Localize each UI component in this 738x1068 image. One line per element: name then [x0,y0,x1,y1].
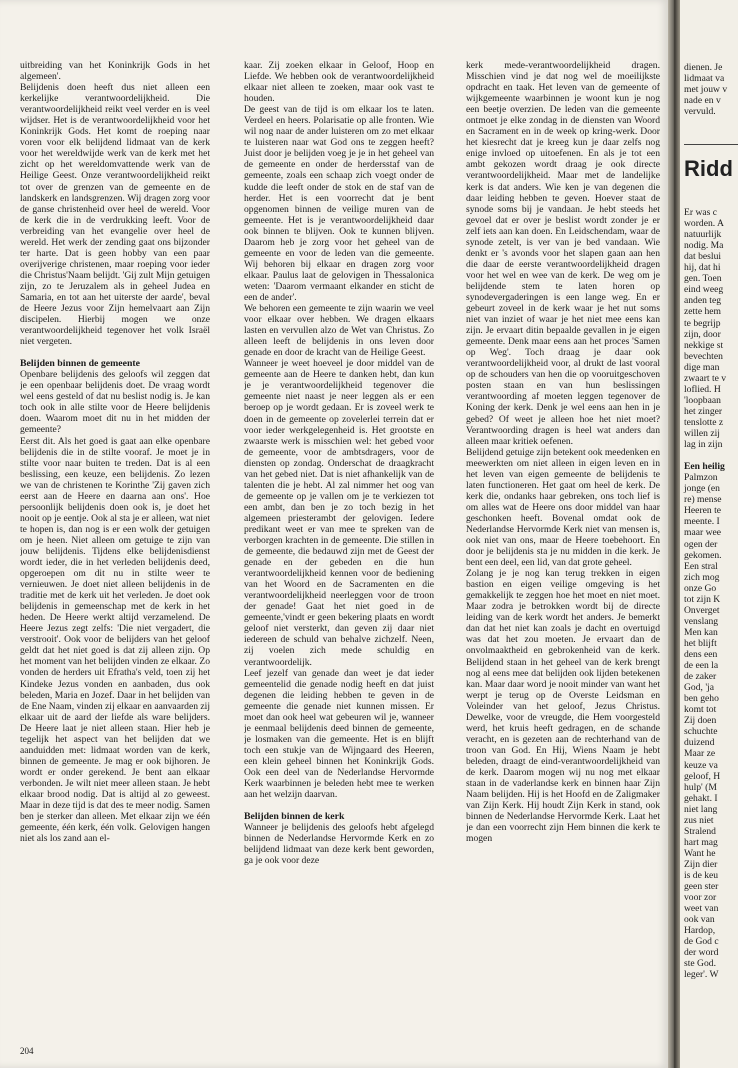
paragraph: kerk mede-verantwoordelijkheid dragen. Misschien vind je dat nog wel de moeilijkste opdracht en taak. Het leven van de gemeente of wijkgemeente waarbinnen je woont kun je nog een beetje overzien. De leden van die gemeente ontmoet je elke zondag in de diensten van Woord en Sacrament en in de week op kring-werk. Door het kiesrecht dat je kreeg kun je daar zelfs nog enige invloed op uitoefenen. En als je tot een ambt gekozen wordt draag je ook directe verantwoordelijkheid. Maar met de landelijke kerk is dat anders. Wie ken je van degenen die daar leiding hebben te geven. Hoever staat de synode soms bij je vandaan. Je hebt steeds het gevoel dat er over je beslist wordt zonder je er zelf iets aan kan doen. En Leidschendam, waar de synode zetelt, is ver van je bed vandaan. Wie denkt er 's avonds voor het slapen gaan aan hen die daar de eerste verantwoordelijkheid dragen voor het wel en wee van de kerk. De weg om je belijdende stem te laten horen op synodevergaderingen is een lange weg. En er gebeurt zoveel in de kerk waar je het nut soms niet van inziet of waar je het niet mee eens kan zijn. Je ervaart ditin bepaalde gevallen in je eigen gemeente. Denk maar eens aan het proces 'Samen op Weg'. Toch draag je daar ook verantwoordelijkheid voor, al drukt de last vooral op de schouders van hen die op vooruitgeschoven posten staan en van hun beslissingen verantwoording af moeten leggen tegenover de Koning der kerk. Denk je wel eens aan hen in je gebed? Of weet je alleen hoe het niet moet? Verantwoording dragen is heel wat anders dan alleen maar kritiek oefenen. [466,60,660,447]
next-page-line: venslang [684,615,719,627]
next-page-line: Maar ze [684,748,716,760]
next-page-line: de een la [684,660,719,672]
next-page-line: nodig. Ma [684,240,724,252]
next-page-line: zich mog [684,571,720,583]
next-page-line: Stralend [684,825,716,837]
book-gutter [668,0,680,1068]
paragraph: Belijdend getuige zijn betekent ook meedenken en meewerkten om niet alleen in eigen leven en in het leven van eigen gemeente de belijdenis te laten functioneren. Het gaat om heel de kerk. De kerk die, ondanks haar gebreken, ons toch lief is om alles wat de Heere ons door middel van haar geschonken heeft. Bovenal omdat ook de Nederlandse Hervormde Kerk niet van mensen is, ook niet van ons, maar de Heere toebehoort. En door je belijdenis sta je nu midden in die kerk. Je bent een deel, een lid, van dat grote geheel. [466,446,660,569]
next-page-line: geloof, H [684,770,721,782]
next-page-line: Zijn dier [684,858,718,870]
paragraph: kaar. Zij zoeken elkaar in Geloof, Hoop en Liefde. We hebben ook de verantwoordelijkheid elkaar niet alleen te zoeken, maar ook vast te houden. [244,60,434,105]
next-page-line: der word [684,947,719,959]
next-page-line: komt tot [684,704,717,716]
text-column-3 [466,60,660,1020]
next-page-line: nade en v [684,95,721,107]
next-page-line: worden. A [684,218,724,230]
next-page-line: de God c [684,936,719,948]
paragraph: Belijdenis doen heeft dus niet alleen een kerkelijke verantwoordelijkheid. Die verantwoordelijkheid reikt veel verder en is veel wijdser. Het is de verantwoordelijkheid voor het Koninkrijk Gods. Het komt de roeping naar voren voor elk belijdend lidmaat van de kerk voor het wereldwijde werk van de kerk met het zicht op het wereldomvattende werk van de Heilige Geest. Onze verantwoordelijkheid reikt tot over de grenzen van de gemeente en de landskerk en landsgrenzen. Wij dragen zorg voor de ganse christenheid over heel de wereld. Voor de kerk die in de verdrukking leeft. Voor de verbreiding van het evangelie over heel de wereld. Het werk der zending gaat ons bijzonder ter harte. Dat is geen hobby van een paar overijverige christenen, maar roeping voor ieder die Christus'Naam belijdt. 'Gij zult Mijn getuigen zijn, zo te Jeruzalem als in geheel Judea en Samaria, en tot aan het uiterste der aarde', beval de Heere Jezus voor Zijn hemelvaart aan Zijn discipelen. Hierbij mogen we onze verantwoordelijkheid tegenover het volk Israël niet vergeten. [20,82,210,348]
next-page-line: nekkige st [684,339,724,351]
next-page-line: is de keu [684,870,719,881]
paragraph: De geest van de tijd is om elkaar los te laten. Verdeel en heers. Polarisatie op alle fronten. Wie wil nog naar de ander luisteren om zo met elkaar te luisteren naar wat God ons te zeggen heeft? Juist door je belijden voeg je je in het geheel van de gemeente en onder de herdersstaf van de gemeente, zoals een schaap zich voegt onder de kudde die leeft onder de stok en de staf van de herder. Het is een voorrecht dat je bent opgenomen binnen de veilige muren van de gemeente. Het is je verantwoordelijkheid daar ook binnen te blijven. Ook te kunnen blijven. Daarom heb je zorg voor het geheel van de gemeente en voor de leden van die gemeente. Wij behoren bij elkaar en dragen zorg voor elkaar. Paulus laat de gelovigen in Thessalonica weten: 'Daarom vermaant elkander en sticht de een de ander'. [244,104,434,303]
next-page-line: dens een [684,649,718,660]
next-page-line: geen ster [684,881,719,893]
next-page-line: duizend [684,737,715,749]
next-page-line: Palmzon [684,472,718,484]
next-page-line: Een stral [684,560,718,572]
next-page-line: zijn, door [684,328,721,340]
paragraph: Wanneer je weet hoeveel je door middel van de gemeente aan de Heere te danken hebt, dan kun je je verantwoordelijkheid tegenover die gemeente niet naast je neer leggen als er een beroep op je wordt gedaan. Er is zoveel werk te doen in de gemeente op zovelerlei terrein dat er voor ieder werkgelegenheid is. Het grootste en zwaarste werk is misschien wel: het gebed voor de gemeente, voor de ambtsdragers, voor de diensten op zondag. Onderschat de draagkracht van het gebed niet. Dat is niet afhankelijk van de talenten die je hebt. Al zal nimmer het oog van de gemeente op je vallen om je te verkiezen tot een ambt, dan ben je zo toch bezig in het algemeen priesterambt der gelovigen. Iedere predikant weet er van mee te spreken van de verborgen krachten in de gemeente. Die stillen in de gemeente, die bedauwd zijn met de Geest der genade en der gebeden en die hun verantwoordelijkheid kennen voor de bediening van het Woord en de Sacramenten en die verantwoordelijkheid neerleggen voor de troon der genade! Gaat het niet goed in de gemeente,'vindt er geen bekering plaats en wordt geloof niet versterkt, dan geven zij daar niet iedereen de schuld van behalve zichzelf. Neen, zij voelen zich mede schuldig en verantwoordelijk. [244,358,434,668]
paragraph: Zolang je je nog kan terug trekken in eigen bastion en eigen veilige omgeving is het gemakkelijk te zeggen hoe het moet en niet moet. Maar zodra je betrokken wordt bij de directe leiding van de kerk wordt het anders. Je bemerkt dan dat het niet kan zoals je dacht en overtuigd was dat het zou moeten. Je ervaart dan de onvolmaaktheid en gebrokenheid van de kerk. Belijdend staan in het geheel van de kerk brengt nog al eens mee dat belijden ook lijden betekenen kan. Maar daar word je nooit minder van want het werpt je terug op de Overste Leidsman en Voleinder van het geloof, Jezus Christus. Dewelke, voor de vreugde, die Hem voorgesteld werd, het kruis heeft gedragen, en de schande veracht, en is gezeten aan de rechterhand van de troon van God. En Hij, Wiens Naam je hebt beleden, draagt de eind-verantwoordelijkheid van de kerk. Daarom mogen wij nu nog met elkaar staan in de vaderlandse kerk en binnen haar Zijn Naam belijden. Hij is het Hoofd en de Zaligmaker van Zijn Kerk. Hij houdt Zijn Kerk in stand, ook binnen de Nederlandse Hervormde Kerk. Laat het je dan een voorrecht zijn Hem binnen die kerk te mogen [466,568,660,845]
text-column-2 [244,60,434,1020]
next-page-line: Want he [684,847,716,859]
next-page-line: ook van [684,914,715,926]
next-page-edge [680,0,738,1068]
next-page-line: Heeren te [684,505,722,517]
next-page-line: ste God. [684,958,716,970]
next-page-line: hart mag [684,836,718,848]
paragraph: uitbreiding van het Koninkrijk Gods in het algemeen'. [20,60,210,83]
next-page-line: Er was c [684,207,718,218]
next-page-line: eind weeg [684,284,724,296]
next-page-line: gehakt. I [684,792,718,804]
next-page-line: Een heilig [684,461,725,473]
section-heading: Belijden binnen de kerk [244,811,345,823]
next-page-line: Onverget [684,604,720,616]
next-page-line: maar wee [684,527,722,539]
paragraph: Wanneer je belijdenis des geloofs hebt afgelegd binnen de Nederlandse Hervormde Kerk en zo belijdend lidmaat van deze kerk bent geworden, ga je ook voor deze [244,822,434,867]
next-page-line: meente. I [684,516,720,528]
next-page-line: dat beslui [684,251,722,263]
paragraph: We behoren een gemeente te zijn waarin we veel voor elkaar over hebben. We dragen elkaars lasten en vervullen alzo de Wet van Christus. Zo alleen leeft de belijdenis in ons leven door genade en door de kracht van de Heilige Geest. [244,303,434,359]
next-page-title: Ridd [684,156,733,181]
next-page-line: bevechten [684,350,723,362]
next-page-line: de zaker [684,671,717,683]
section-heading: Belijden binnen de gemeente [20,358,141,370]
next-page-line: gen. Toen [684,273,722,285]
next-page-line: vervuld. [684,106,716,118]
title-rule [684,144,738,145]
next-page-line: anden teg [684,295,722,307]
next-page-line: God, 'ja [684,682,714,694]
next-page-line: schuchte [684,726,718,738]
next-page-line: Zij doen [684,715,717,727]
next-page-line: Hardop, [684,925,716,937]
next-page-line: onze Go [684,582,717,594]
page-number: 204 [20,1046,34,1056]
next-page-line: re) mense [684,494,722,506]
next-page-line: dienen. Je [684,62,723,73]
next-page-line: niet lang [684,803,718,815]
next-page-line: hij, dat hi [684,262,721,274]
next-page-line: loflied. H [684,383,721,395]
next-page-line: zette hem [684,306,722,318]
next-page-line: te begrijp [684,317,721,329]
next-page-line: dige man [684,361,720,373]
next-page-line: tenslotte z [684,416,724,428]
next-page-line: ben geho [684,693,719,705]
text-column-1 [20,60,210,1020]
next-page-line: ogen der [684,538,718,550]
next-page-line: weet van [684,903,719,915]
next-page-line: tot zijn K [684,593,721,605]
next-page-line: keuze va [684,759,718,771]
next-page-line: hulp' (M [684,781,717,793]
next-page-line: voor zor [684,892,717,904]
next-page-line: zwaart te v [684,372,727,384]
next-page-line: met jouw v [684,84,728,96]
next-page-line: lag in zijn [684,439,723,451]
next-page-line: 'loopbaan [684,394,721,406]
next-page-line: Men kan [684,626,718,638]
paragraph: Openbare belijdenis des geloofs wil zeggen dat je een openbaar belijdenis doet. De vraag wordt wel eens gesteld of dat nu beslist nodig is. Je kan toch ook in alle stilte voor de Heere belijdenis doen. Waarom moet dit nu in het midden der gemeente? [20,369,210,436]
next-page-line: willen zij [684,428,720,439]
next-page-line: lidmaat va [684,73,725,85]
next-page-line: het blijft [684,637,717,649]
next-page-line: jonge (en [684,483,720,495]
next-page-line: gekomen. [684,549,722,561]
next-page-line: leger'. W [684,969,719,981]
next-page-line: natuurlijk [684,229,722,241]
paragraph: Eerst dit. Als het goed is gaat aan elke openbare belijdenis die in de stilte vooraf. Je moet je in stilte voor naar buiten te treden. Dat is al een beslissing, een keuze, een belijdenis. Zo lezen we van de christenen te Korinthe 'Zij gaven zich eerst aan de Heere en daarna aan ons'. Hoe persoonlijk belijdenis doen ook is, je doet het nooit op je eentje. Ook al sta je er alleen, wat niet te hopen is, dan nog is er een wolk der getuigen om je heen. Niet alleen om getuige te zijn van jouw belijdenis. Tijdens elke belijdenisdienst wordt ieder, die in het verleden belijdenis deed, opgeroepen om dit nu in stilte weer te vernieuwen. Je doet niet alleen belijdenis in de traditie met de kerk uit het verleden. Je doet ook belijdenis in gemeenschap met de kerk in het heden. De Heere werkt altijd verzamelend. De Heere Jezus zegt zelfs: 'Die niet vergadert, die verstrooit'. Ook voor de belijders van het geloof geldt dat het niet goed is dat zij alleen zijn. Op het moment van het belijden vinden ze elkaar. Zo vonden de herders uit Efratha's veld, toen zij het Kindeke Jezus vonden en aanbaden, dus ook beleden, Maria en Jozef. Daar in het belijden van de Ene Naam, vinden zij elkaar en aanvaarden zij elkaar uit de aard der liefde als ware belijders. De Heere laat je niet alleen staan. Hier heb je tegelijk het aspect van het belijden dat we aanduidden met: lidmaat worden van de kerk, binnen de gemeente. Je mag er ook bijhoren. Je wordt er onder gerekend. Je bent aan elkaar verbonden. Je wilt niet meer alleen staan. Je hebt elkaar brood nodig. Dat is altijd al zo geweest. Maar in deze tijd is dat des te meer nodig. Samen ben je sterker dan alleen. Met elkaar zijn we één gemeente, één kerk, één volk. Gelovigen hangen niet als los zand aan el- [20,435,210,845]
next-page-line: het zinger [684,405,723,417]
next-page-line: zus niet [684,814,714,826]
paragraph: Leef jezelf van genade dan weet je dat ieder gemeentelid die genade nodig heeft en dat juist degenen die leiding hebben te geven in de gemeente die genade niet kunnen missen. Er moet dan ook heel wat gebeuren wil je, wanneer je eenmaal belijdenis deed binnen de gemeente, je losmaken van die gemeente. Het is en blijft toch een stukje van de Wijngaard des Heeren, een klein geheel binnen het Koninkrijk Gods. Ook een deel van de Nederlandse Hervormde Kerk waarbinnen je beleden hebt mee te werken aan het welzijn daarvan. [244,667,434,801]
